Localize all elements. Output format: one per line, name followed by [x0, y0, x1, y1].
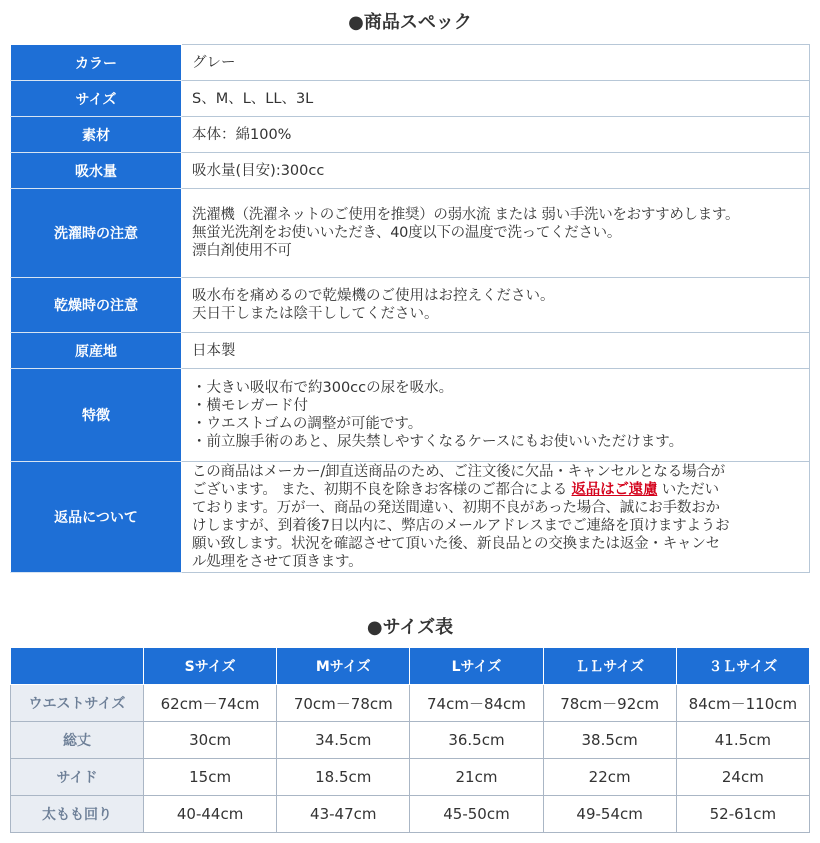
spec-value-line: 吸水布を痛めるので乾燥機のご使用はお控えください。: [192, 288, 555, 304]
size-cell: 62cm－74cm: [144, 685, 277, 722]
size-col-header: Mサイズ: [277, 648, 410, 685]
size-section-title: ●サイズ表: [366, 617, 454, 638]
returns-line: [192, 481, 799, 499]
spec-value-color: [182, 45, 810, 81]
size-cell: 41.5cm: [676, 722, 809, 759]
returns-refusal-highlight: 返品はご遠慮: [571, 482, 658, 498]
spec-value-line: 漂白剤使用不可: [192, 243, 292, 259]
feature-item: ・大きい吸収布で約300ccの尿を吸水。: [192, 380, 454, 396]
returns-line: 願い致します。状況を確認させて頂いた後、新良品との交換または返金・キャンセ: [192, 536, 720, 552]
spec-label-material: 素材: [11, 117, 182, 153]
spec-row-material: [11, 117, 810, 153]
size-cell: 21cm: [410, 759, 543, 796]
feature-item: ・横モレガード付: [192, 398, 308, 414]
size-cell: 15cm: [144, 759, 277, 796]
feature-item: ・前立腺手術のあと、尿失禁しやすくなるケースにもお使いいただけます。: [192, 434, 684, 450]
size-row-label: 総丈: [11, 722, 144, 759]
size-header-row: [11, 648, 810, 685]
size-cell: 22cm: [543, 759, 676, 796]
spec-section-title: ●商品スペック: [348, 12, 472, 33]
spec-value-drying: [182, 278, 810, 333]
spec-row-absorbency: [11, 153, 810, 189]
size-table: [10, 647, 810, 833]
size-col-header: ３Ｌサイズ: [676, 648, 809, 685]
size-cell: 24cm: [676, 759, 809, 796]
returns-line: ております。万が一、商品の発送間違い、初期不良があった場合、誠にお手数おか: [192, 500, 720, 516]
spec-row-washing: [11, 189, 810, 278]
spec-row-returns: [11, 462, 810, 573]
spec-row-features: [11, 369, 810, 462]
spec-value-line: S、M、L、LL、3L: [192, 90, 314, 107]
size-cell: 40-44cm: [144, 796, 277, 833]
returns-line: この商品はメーカー/卸直送商品のため、ご注文後に欠品・キャンセルとなる場合が: [192, 464, 725, 480]
returns-line: ル処理をさせて頂きます。: [192, 554, 363, 570]
spec-label-returns: 返品について: [11, 462, 182, 573]
size-col-header: Sサイズ: [144, 648, 277, 685]
size-cell: 18.5cm: [277, 759, 410, 796]
spec-row-origin: [11, 333, 810, 369]
size-row-waist: [11, 685, 810, 722]
spec-value-origin: [182, 333, 810, 369]
spec-value-features: [182, 369, 810, 462]
size-header-corner: [11, 648, 144, 685]
size-row-label: ウエストサイズ: [11, 685, 144, 722]
spec-label-washing: 洗濯時の注意: [11, 189, 182, 278]
size-row-length: [11, 722, 810, 759]
spec-value-line: 日本製: [192, 342, 236, 359]
size-cell: 84cm－110cm: [676, 685, 809, 722]
size-cell: 74cm－84cm: [410, 685, 543, 722]
spec-row-drying: [11, 278, 810, 333]
spec-value-material: [182, 117, 810, 153]
size-cell: 38.5cm: [543, 722, 676, 759]
size-row-label: サイド: [11, 759, 144, 796]
size-cell: 36.5cm: [410, 722, 543, 759]
spec-label-size: サイズ: [11, 81, 182, 117]
size-cell: 49-54cm: [543, 796, 676, 833]
size-cell: 78cm－92cm: [543, 685, 676, 722]
feature-item: ・ウエストゴムの調整が可能です。: [192, 416, 423, 432]
spec-value-line: グレー: [192, 54, 236, 71]
returns-text-before: ございます。 また、初期不良を除きお客様のご都合による: [192, 482, 568, 498]
spec-value-line: 無蛍光洗剤をお使いいただき、40度以下の温度で洗ってください。: [192, 225, 622, 241]
spec-value-line: 本体：綿100%: [192, 126, 292, 143]
spec-table: [10, 44, 810, 573]
size-cell: 45-50cm: [410, 796, 543, 833]
size-cell: 30cm: [144, 722, 277, 759]
spec-label-features: 特徴: [11, 369, 182, 462]
size-row-side: [11, 759, 810, 796]
size-cell: 52-61cm: [676, 796, 809, 833]
returns-text-after: いただい: [661, 482, 719, 498]
spec-value-line: 天日干しまたは陰干ししてください。: [192, 306, 439, 322]
size-row-label: 太もも回り: [11, 796, 144, 833]
size-col-header: Lサイズ: [410, 648, 543, 685]
size-col-header: ＬＬサイズ: [543, 648, 676, 685]
spec-value-line: 洗濯機（洗濯ネットのご使用を推奨）の弱水流 または 弱い手洗いをおすすめします。: [192, 207, 740, 223]
spec-value-washing: [182, 189, 810, 278]
spec-label-origin: 原産地: [11, 333, 182, 369]
spec-label-absorbency: 吸水量: [11, 153, 182, 189]
spec-value-returns: [182, 462, 810, 573]
size-cell: 34.5cm: [277, 722, 410, 759]
returns-line: けしますが、到着後7日以内に、弊店のメールアドレスまでご連絡を頂けますようお: [192, 518, 730, 534]
spec-row-color: [11, 45, 810, 81]
spec-value-size: [182, 81, 810, 117]
spec-row-size: [11, 81, 810, 117]
spec-label-drying: 乾燥時の注意: [11, 278, 182, 333]
spec-value-absorbency: [182, 153, 810, 189]
size-row-thigh: [11, 796, 810, 833]
spec-label-color: カラー: [11, 45, 182, 81]
size-cell: 70cm－78cm: [277, 685, 410, 722]
spec-value-line: 吸水量(目安):300cc: [192, 162, 325, 179]
size-cell: 43-47cm: [277, 796, 410, 833]
